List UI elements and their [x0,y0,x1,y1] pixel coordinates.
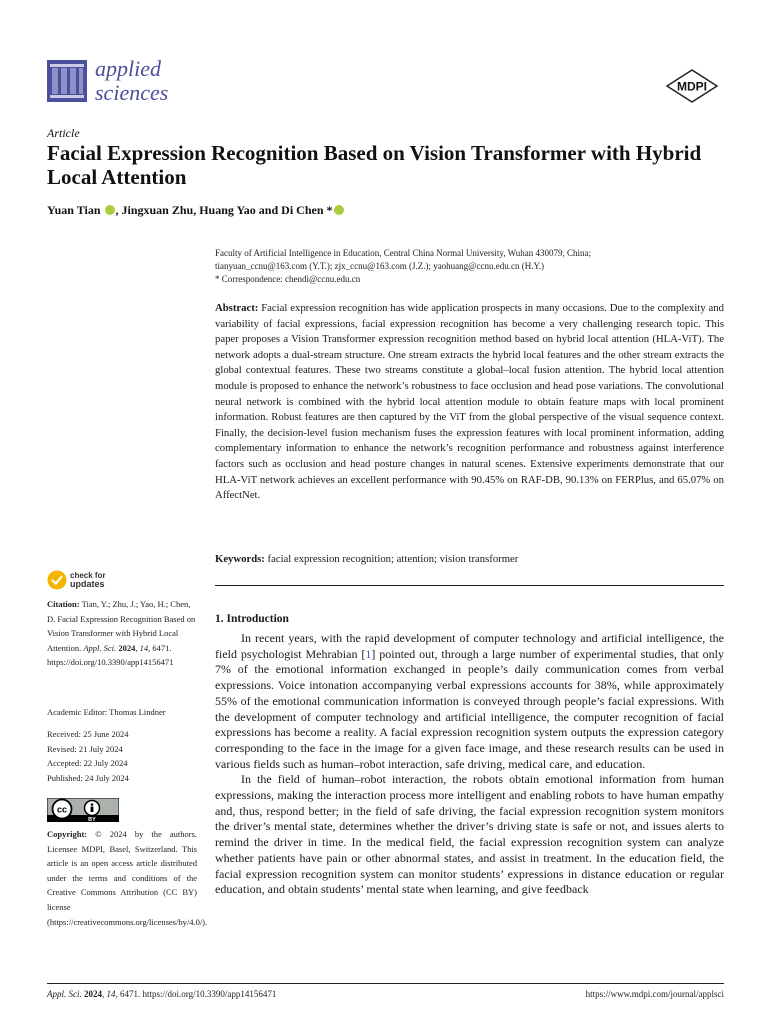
author-name[interactable]: Di Chen [281,203,324,217]
journal-name-line2: sciences [95,80,169,105]
mdpi-logo-icon [665,69,719,103]
citation-text: Tian, Y.; Zhu, J.; Yao, H.; Chen, D. Facial Expression Recognition Based on Vision Transformer with Hybrid Local Attention. [47,599,196,653]
affiliations [215,247,725,287]
affiliation-emails[interactable]: tianyuan_ccnu@163.com (Y.T.); zjx_ccnu@163.com (J.Z.); yaohuang@ccnu.edu.cn (H.Y.) [215,261,545,272]
author-list: Yuan Tian , Jingxuan Zhu, Huang Yao and Di Chen * [47,203,345,218]
affiliation-line: Faculty of Artificial Intelligence in Education, Central China Normal University, Wuhan 430079, China; [215,248,592,258]
journal-name-line1: applied [95,56,161,81]
section-heading: 1. Introduction [215,613,289,625]
introduction-body [215,631,724,898]
section-divider [215,585,724,586]
cc-by-license-icon[interactable] [47,798,119,822]
copyright-text: © 2024 by the authors. Licensee MDPI, Basel, Switzerland. This article is an open access article distributed under the terms and conditions of the Creative Commons Attribution (CC BY) license (https://creativecommons.org/licenses/by/4.0/). [47,829,208,927]
published-date: Published: 24 July 2024 [47,772,129,783]
journal-logo-icon [47,60,87,102]
orcid-icon[interactable] [334,205,344,215]
abstract [215,301,724,504]
svg-text:BY: BY [88,817,96,822]
footer-journal-url[interactable]: https://www.mdpi.com/journal/applsci [585,989,724,999]
footer-doi[interactable]: , 6471. https://doi.org/10.3390/app14156471 [115,989,277,999]
keywords [215,552,724,567]
svg-text:cc: cc [56,804,68,815]
keywords-label: Keywords: [215,553,265,565]
publication-dates [47,727,197,785]
academic-editor: Academic Editor: Thomas Lindner [47,707,166,717]
journal-name [95,57,168,105]
footer-divider [47,983,724,984]
citation-journal: Appl. Sci. [83,642,117,653]
citation-link[interactable]: 1 [365,646,372,661]
citation-doi[interactable]: , 6471. https://doi.org/10.3390/app14156471 [47,642,174,668]
author-name[interactable]: Huang Yao [199,203,256,217]
article-type: Article [47,126,80,140]
revised-date: Revised: 21 July 2024 [47,743,123,754]
citation-label: Citation: [47,599,80,609]
correspondence[interactable]: * Correspondence: chendi@ccnu.edu.cn [215,274,361,285]
orcid-icon[interactable] [105,205,115,215]
footer-citation: Appl. Sci. 2024, 14, 6471. https://doi.org/10.3390/app14156471 [47,989,277,999]
abstract-label: Abstract: [215,302,259,314]
abstract-text: Facial expression recognition has wide application prospects in many occasions. Due to the complexity and variability of facial expressions, facial expression recognition has become a very challenging research topic. This paper proposes a Vision Transformer expression recognition method based on hybrid local attention (HLA-ViT). The network adopts a dual-stream structure. One stream extracts the hybrid local features and the other stream extracts the global contextual features. These two streams constitute a global–local fusion attention. The hybrid local attention module is proposed to enhance the network’s robustness to face occlusion and head pose variations. The convolutional neural network is combined with the hybrid local attention module to obtain feature maps with local prominent information. Robust features are then captured by the ViT from the global perspective of the visual sequence context. Finally, the decision-level fusion mechanism fuses the expression features with local prominent information, adding complementary information to enhance the network’s recognition performance and robustness against interference factors such as occlusion and head posture changes in natural scenes. Extensive experiments demonstrate that our HLA-ViT network achieves an excellent performance with 90.45% on RAF-DB, 90.13% on FERPlus, and 65.07% on AffectNet. [215,302,724,502]
check-updates-label: check for updates [70,571,106,589]
keywords-text: facial expression recognition; attention; vision transformer [267,553,519,565]
citation-volume: 14 [139,642,149,653]
author-name[interactable]: Yuan Tian [47,203,101,217]
copyright-notice [47,827,208,929]
author-name[interactable]: Jingxuan Zhu [121,203,194,217]
copyright-label: Copyright: [47,829,88,839]
received-date: Received: 25 June 2024 [47,729,129,739]
publisher-label: MDPI [677,79,707,94]
check-updates-icon [47,570,67,590]
citation: Citation: Tian, Y.; Zhu, J.; Yao, H.; Chen, D. Facial Expression Recognition Based on Vision Transformer with Hybrid Local Attention. Appl. Sci. 2024, 14, 6471. https://doi.org/10.3390/app14156471 [47,599,196,668]
citation-year: 2024 [118,642,136,653]
paragraph: In recent years, with the rapid development of computer technology and artificial intelligence, the field psychologist Mehrabian [1] pointed out, through a large number of experimental studies, that only 7% of the emotional information exchanged in people’s daily communication comes from verbal expressions. Voice intonation accompanying verbal expressions accounts for 38%, while approximately 55% of the emotional communication information is conveyed through people’s facial expressions. With the development of computer technology and artificial intelligence, the computer recognition of facial expressions has become a reality. A facial expression recognition system outputs the expression category corresponding to the face in the image for a given face image, and these research results can be used in various fields such as human–robot interaction, safe driving, medical care, and education. [215,631,725,771]
accepted-date: Accepted: 22 July 2024 [47,758,128,769]
article-title: Facial Expression Recognition Based on Vision Transformer with Hybrid Local Attention [47,141,702,189]
paragraph: In the field of human–robot interaction, the robots obtain emotional information from human expressions, making the interaction process more intelligent and enabling robots to have human empathy and, thus, respond better; in the field of safe driving, the facial expression recognition system monitors the driver’s mental state, determines whether the driver’s driving state is safe or not, and issues alerts to remind the driver in time. In the medical field, the facial expression recognition system can analyze whether patients have pain or other abnormal states, and assist in treatment. In the education field, the facial expression recognition system can monitor students’ expressions in distance education or regular education, and obtain students’ mental state when learning, and give feedback [215,772,724,897]
check-for-updates-button[interactable] [47,570,137,590]
